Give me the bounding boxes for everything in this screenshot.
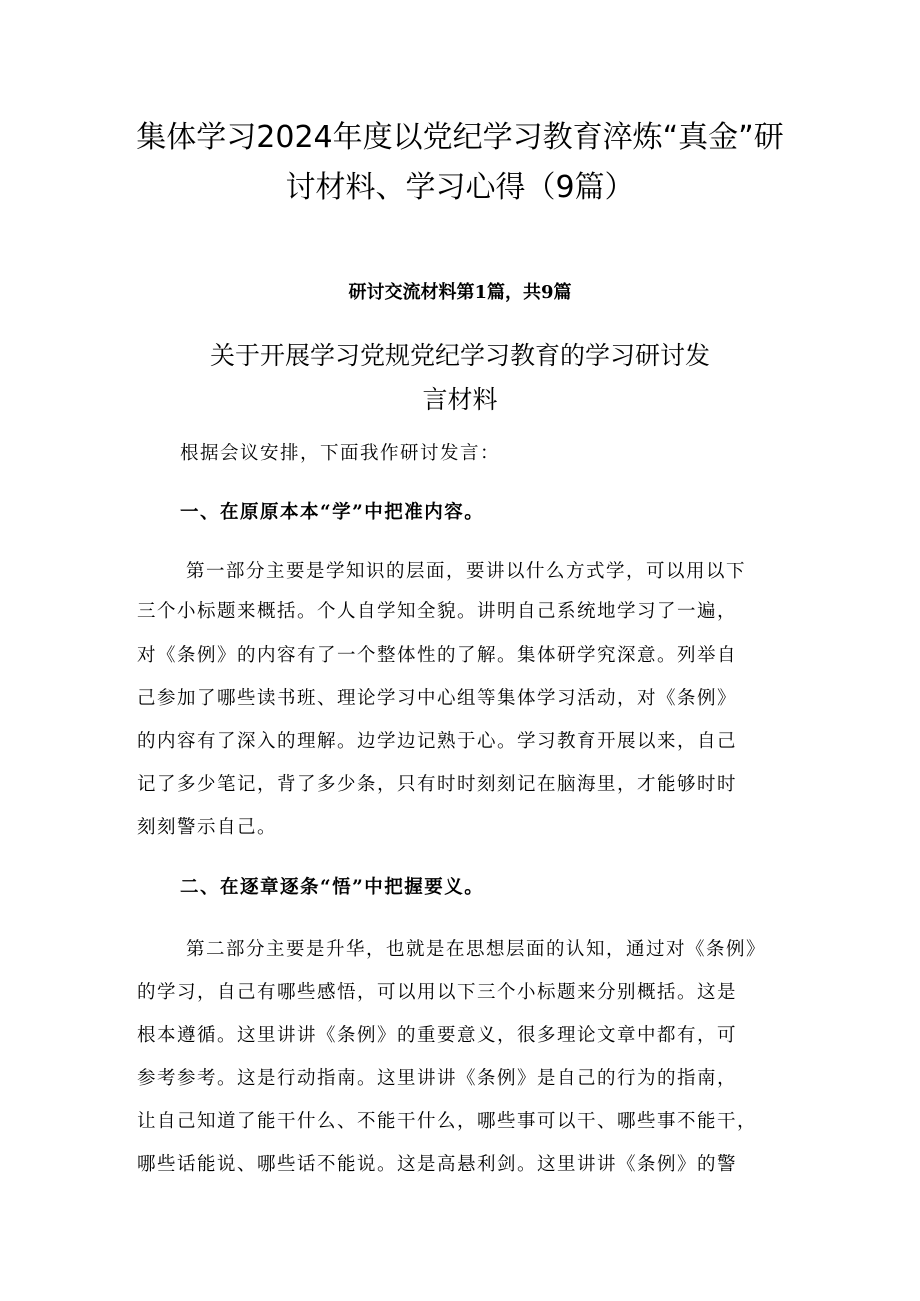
document-title-line-1: 集体学习2024年度以党纪学习教育淬炼“真金”研 — [136, 120, 784, 155]
paragraph-1-line: 刻刻警示自己。 — [137, 817, 278, 838]
heading-1: 一、在原原本本“学”中把准内容。 — [180, 502, 485, 523]
paragraph-2-line: 参考参考。这是行动指南。这里讲讲《条例》是自己的行为的指南， — [137, 1068, 738, 1089]
paragraph-2-line: 第二部分主要是升华，也就是在思想层面的认知，通过对《条例》 — [186, 939, 767, 960]
paragraph-1-line: 对《条例》的内容有了一个整体性的了解。集体研学究深意。列举自 — [137, 645, 738, 666]
paragraph-1-line: 三个小标题来概括。个人自学知全貌。讲明自己系统地学习了一遍， — [137, 601, 738, 622]
intro-paragraph: 根据会议安排，下面我作研讨发言： — [180, 443, 501, 464]
heading-2: 二、在逐章逐条“悟”中把握要义。 — [180, 877, 485, 898]
paragraph-2-line: 的学习，自己有哪些感悟，可以用以下三个小标题来分别概括。这是 — [137, 982, 738, 1003]
document-title-line-2: 讨材料、学习心得（9篇） — [285, 170, 635, 205]
paragraph-2-line: 让自己知道了能干什么、不能干什么，哪些事可以干、哪些事不能干， — [137, 1111, 758, 1132]
article-title-line-1: 关于开展学习党规党纪学习教育的学习研讨发 — [209, 341, 710, 370]
paragraph-1-line: 的内容有了深入的理解。边学边记熟于心。学习教育开展以来，自己 — [137, 731, 738, 752]
paragraph-1-line: 己参加了哪些读书班、理论学习中心组等集体学习活动，对《条例》 — [137, 688, 738, 709]
paragraph-2-line: 根本遵循。这里讲讲《条例》的重要意义，很多理论文章中都有，可 — [137, 1025, 738, 1046]
article-title-line-2: 言材料 — [422, 385, 498, 414]
paragraph-2-line: 哪些话能说、哪些话不能说。这是高悬利剑。这里讲讲《条例》的警 — [137, 1154, 738, 1175]
section-tag: 研讨交流材料第1篇，共9篇 — [348, 282, 572, 303]
paragraph-1-line: 记了多少笔记，背了多少条，只有时时刻刻记在脑海里，才能够时时 — [137, 774, 738, 795]
paragraph-1-line: 第一部分主要是学知识的层面，要讲以什么方式学，可以用以下 — [186, 561, 747, 582]
